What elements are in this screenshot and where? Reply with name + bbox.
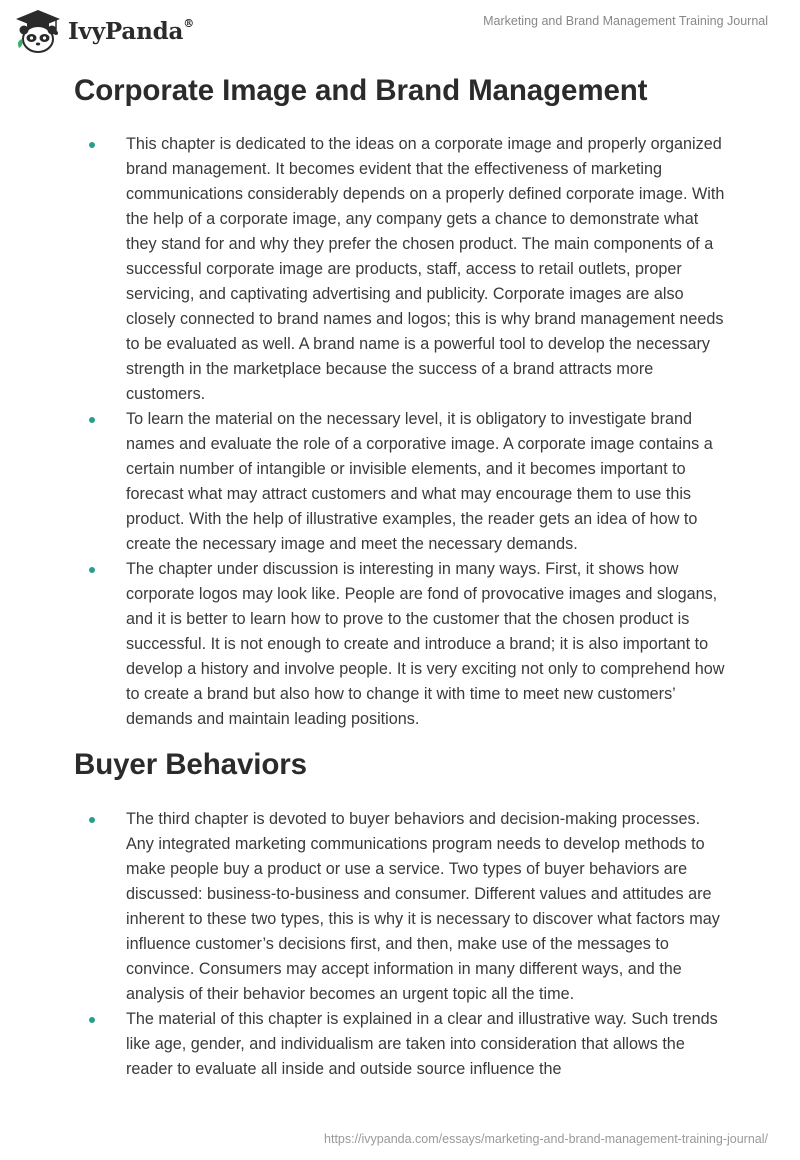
paragraph-text: To learn the material on the necessary level, it is obligatory to investigate brand names and evaluate the role of a corporative image. A corporate image contains a certain number of intangible or invisible elements, and it becomes important to forecast what may attract customers and what may encourage them to use this product. With the help of illustrative examples, the reader gets an idea of how to create the necessary image and meet the necessary demands.: [126, 410, 713, 553]
section-title-corporate-image: Corporate Image and Brand Management: [74, 74, 648, 107]
list-item: [0, 807, 726, 1007]
bullet-list-buyer-behaviors: [0, 807, 726, 1082]
paragraph-text: The third chapter is devoted to buyer behaviors and decision-making processes. Any integrated marketing communications program needs to develop methods to make people buy a product or use a service. Two types of buyer behaviors are discussed: business-to-business and consumer. Different values and attitudes are inherent to these two types, this is why it is necessary to discover what factors may influence customer’s decisions first, and then, make use of the messages to convince. Consumers may accept information in many different ways, and the analysis of their behavior becomes an urgent topic all the time.: [126, 810, 720, 1003]
bullet-icon: [89, 817, 95, 823]
list-item: [0, 557, 726, 732]
paragraph-text: This chapter is dedicated to the ideas on a corporate image and properly organized brand management. It becomes evident that the effectiveness of marketing communications considerably depends on a properly defined corporate image. With the help of a corporate image, any company gets a chance to demonstrate what they stand for and why they prefer the chosen product. The main components of a successful corporate image are products, staff, access to retail outlets, proper servicing, and captivating advertising and publicity. Corporate images are also closely connected to brand names and logos; this is why brand management needs to be evaluated as well. A brand name is a powerful tool to develop the necessary strength in the marketplace because the success of a brand attracts more customers.: [126, 135, 725, 403]
bullet-icon: [89, 142, 95, 148]
list-item: [0, 407, 726, 557]
registered-mark: ®: [183, 16, 194, 30]
bullet-icon: [89, 1017, 95, 1023]
list-item: [0, 132, 726, 407]
list-item: [0, 1007, 726, 1082]
logo-wordmark: IvyPanda®: [68, 16, 194, 45]
section-title-buyer-behaviors: Buyer Behaviors: [74, 748, 307, 781]
bullet-icon: [89, 567, 95, 573]
ivypanda-logo[interactable]: [14, 8, 194, 54]
running-header-title: Marketing and Brand Management Training Journal: [483, 14, 768, 28]
paragraph-text: The chapter under discussion is interesting in many ways. First, it shows how corporate logos may look like. People are fond of provocative images and slogans, and it is better to learn how to prove to the customer that the chosen product is successful. It is not enough to create and introduce a brand; it is also important to develop a history and involve people. It is very exciting not only to comprehend how to create a brand but also how to change it with time to meet new customers’ demands and maintain leading positions.: [126, 560, 725, 728]
panda-graduate-icon: [14, 8, 62, 54]
paragraph-text: The material of this chapter is explained in a clear and illustrative way. Such trends like age, gender, and individualism are taken into consideration that allows the reader to evaluate all inside and outside source influence the: [126, 1010, 718, 1078]
bullet-icon: [89, 417, 95, 423]
footer-source-link[interactable]: https://ivypanda.com/essays/marketing-and-brand-management-training-journal/: [324, 1132, 768, 1146]
bullet-list-corporate-image: [0, 132, 726, 732]
